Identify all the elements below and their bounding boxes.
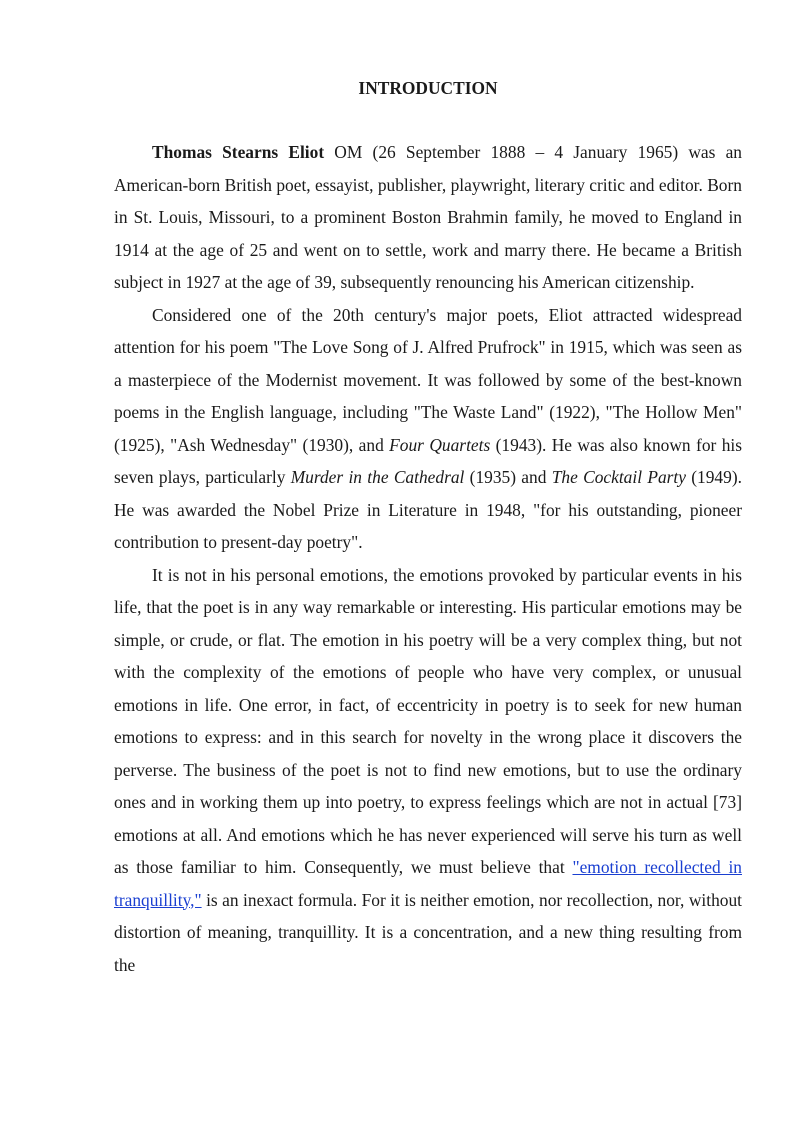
paragraph-text: Considered one of the 20th century's major poets, Eliot attracted widespread attention for his poem "The Love Song of J. Alfred Prufrock" in 1915, which was seen as a masterpiece of the Modernist movement. It was followed by some of the best-known poems in the English language, including "The Waste Land" (1922), "The Hollow Men" (1925), "Ash Wednesday" (1930), and — [114, 304, 742, 455]
paragraph-text: OM (26 September 1888 – 4 January 1965) was an American-born British poet, essayist, publisher, playwright, literary critic and editor. Born in St. Louis, Missouri, to a prominent Boston Brahmin family, he moved to England in 1914 at the age of 25 and went on to settle, work and marry there. He became a British subject in 1927 at the age of 39, subsequently renouncing his American citizenship. — [114, 142, 742, 292]
work-title: Murder in the Cathedral — [290, 467, 465, 487]
document-page — [114, 72, 742, 981]
paragraph-text: It is not in his personal emotions, the emotions provoked by particular events in his life, that the poet is in any way remarkable or interesting. His particular emotions may be simple, or crude, or flat. The emotion in his poetry will be a very complex thing, but not with the complexity of the emotions of people who have very complex, or unusual emotions in life. One error, in fact, of eccentricity in poetry is to seek for new human emotions to express: and in this search for novelty in the wrong place it discovers the perverse. The business of the poet is not to find new emotions, but to use the ordinary ones and in working them up into poetry, to express feelings which are not in actual [73] emotions at all. And emotions which he has never experienced will serve his turn as well as those familiar to him. Consequently, we must believe that — [114, 564, 742, 877]
paragraph-text: (1943). He was also known for his seven plays, particularly — [114, 434, 742, 487]
author-name: Thomas Stearns Eliot — [152, 142, 325, 162]
paragraph-text: is an inexact formula. For it is neither emotion, nor recollection, nor, without distortion of meaning, tranquillity. It is a concentration, and a new thing resulting from the — [114, 889, 742, 975]
paragraph-works — [114, 299, 742, 559]
paragraph-emotions — [114, 559, 742, 982]
paragraph-biography — [114, 136, 742, 299]
work-title: Four Quartets — [389, 434, 491, 455]
paragraph-text: (1935) and — [464, 467, 552, 487]
page-title: INTRODUCTION — [358, 78, 498, 98]
work-title: The Cocktail Party — [551, 467, 686, 487]
paragraph-text: (1949). He was awarded the Nobel Prize in Literature in 1948, "for his outstanding, pioneer contribution to present-day poetry". — [114, 467, 742, 552]
quote-link[interactable]: "emotion recollected in tranquillity," — [114, 857, 742, 910]
